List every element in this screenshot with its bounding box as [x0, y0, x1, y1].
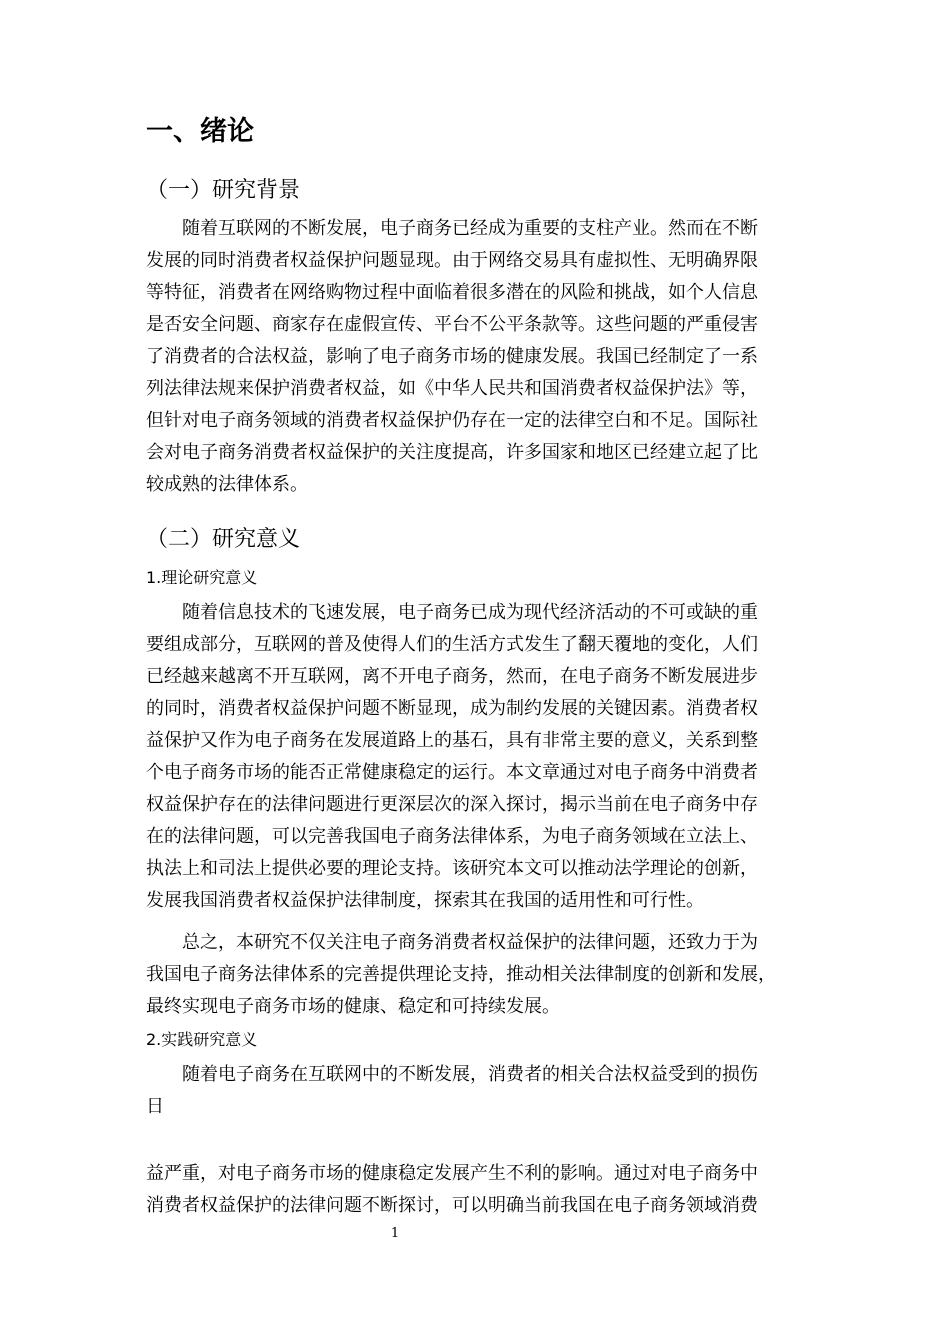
paragraph-line: 发展的同时消费者权益保护问题显现。由于网络交易具有虚拟性、无明确界限	[146, 250, 758, 271]
chapter-heading: 一、绪论	[146, 116, 254, 147]
subsection-heading-practice: 2.实践研究意义	[146, 1030, 258, 1049]
paragraph-line: 益保护又作为电子商务在发展道路上的基石，具有非常主要的意义，关系到整	[146, 730, 758, 751]
subsection-heading-theory: 1.理论研究意义	[146, 568, 258, 587]
paragraph-line: 消费者权益保护的法律问题不断探讨，可以明确当前我国在电子商务领域消费	[146, 1195, 758, 1216]
paragraph-line: 已经越来越离不开互联网，离不开电子商务，然而，在电子商务不断发展进步	[146, 666, 758, 687]
paragraph-line: 最终实现电子商务市场的健康、稳定和可持续发展。	[146, 996, 560, 1017]
page-number: 1	[390, 1226, 400, 1241]
paragraph-line: 随着信息技术的飞速发展，电子商务已成为现代经济活动的不可或缺的重	[182, 602, 758, 623]
paragraph-line: 较成熟的法律体系。	[146, 474, 308, 495]
section-heading-significance: （二）研究意义	[146, 527, 301, 552]
section-heading-background: （一）研究背景	[146, 178, 301, 203]
paragraph-line: 执法上和司法上提供必要的理论支持。该研究本文可以推动法学理论的创新，	[146, 858, 758, 879]
paragraph-line: 我国电子商务法律体系的完善提供理论支持，推动相关法律制度的创新和发展，	[146, 964, 776, 985]
paragraph-line: 是否安全问题、商家存在虚假宣传、平台不公平条款等。这些问题的严重侵害	[146, 314, 758, 335]
paragraph-line: 要组成部分，互联网的普及使得人们的生活方式发生了翻天覆地的变化，人们	[146, 634, 758, 655]
paragraph-line: 在的法律问题，可以完善我国电子商务法律体系，为电子商务领域在立法上、	[146, 826, 758, 847]
paragraph-line: 总之，本研究不仅关注电子商务消费者权益保护的法律问题，还致力于为	[182, 932, 758, 953]
paragraph-line: 益严重，对电子商务市场的健康稳定发展产生不利的影响。通过对电子商务中	[146, 1163, 758, 1184]
paragraph-line: 个电子商务市场的能否正常健康稳定的运行。本文章通过对电子商务中消费者	[146, 762, 758, 783]
paragraph-line: 随着电子商务在互联网中的不断发展，消费者的相关合法权益受到的损伤	[182, 1064, 758, 1085]
paragraph-line: 权益保护存在的法律问题进行更深层次的深入探讨，揭示当前在电子商务中存	[146, 794, 758, 815]
paragraph-line: 但针对电子商务领域的消费者权益保护仍存在一定的法律空白和不足。国际社	[146, 410, 758, 431]
paragraph-line: 的同时，消费者权益保护问题不断显现，成为制约发展的关键因素。消费者权	[146, 698, 758, 719]
paragraph-line: 随着互联网的不断发展，电子商务已经成为重要的支柱产业。然而在不断	[182, 218, 758, 239]
paragraph-line: 了消费者的合法权益，影响了电子商务市场的健康发展。我国已经制定了一系	[146, 346, 758, 367]
paragraph-line: 等特征，消费者在网络购物过程中面临着很多潜在的风险和挑战，如个人信息	[146, 282, 758, 303]
paragraph-line: 日	[146, 1096, 164, 1117]
paragraph-line: 发展我国消费者权益保护法律制度，探索其在我国的适用性和可行性。	[146, 890, 704, 911]
paragraph-line: 列法律法规来保护消费者权益，如《中华人民共和国消费者权益保护法》等，	[146, 378, 758, 399]
paragraph-line: 会对电子商务消费者权益保护的关注度提高，许多国家和地区已经建立起了比	[146, 442, 758, 463]
